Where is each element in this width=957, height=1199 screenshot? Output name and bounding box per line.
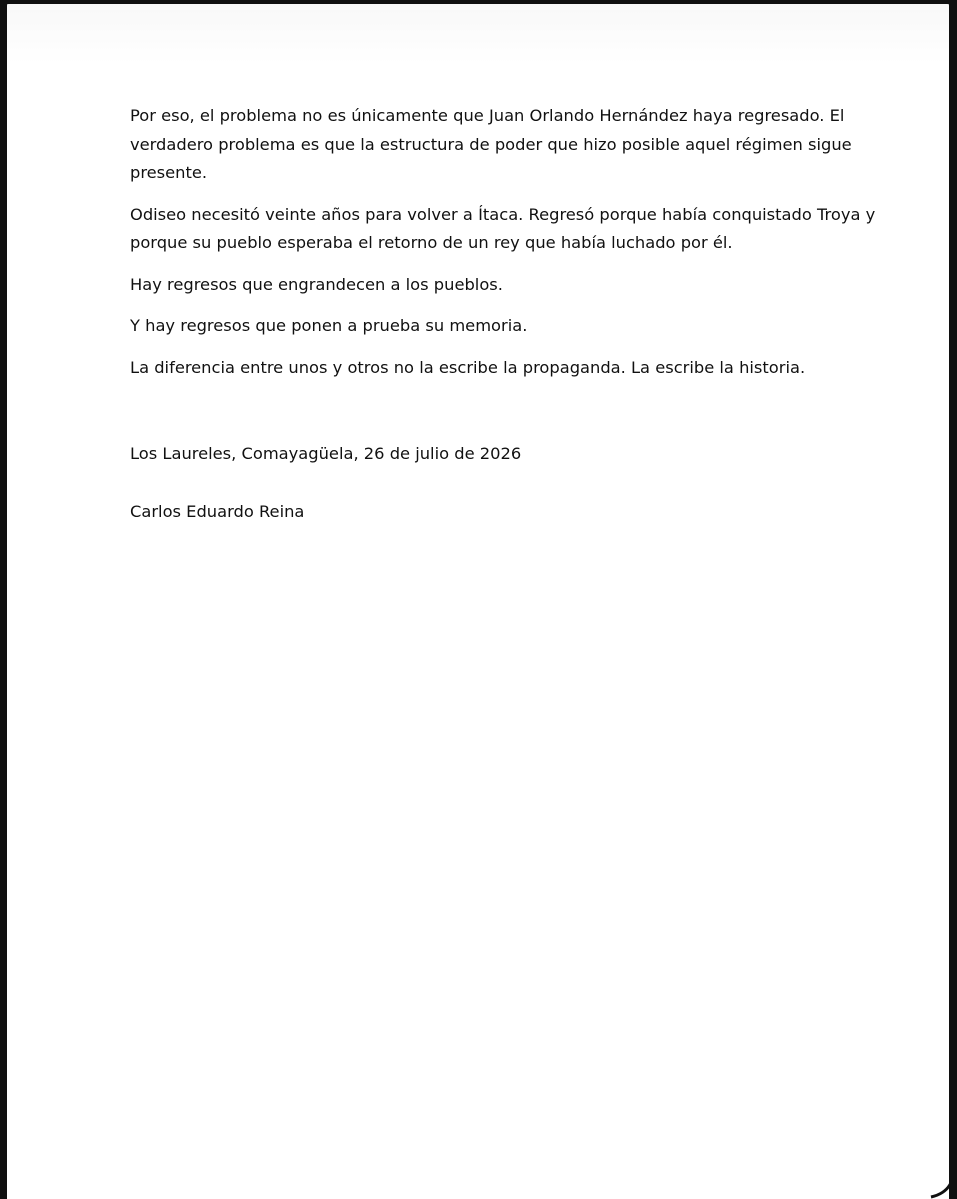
page-top-shade	[7, 4, 949, 64]
paragraph-2: Odiseo necesitó veinte años para volver a Ítaca. Regresó porque había conquistado Troya y porque su pueblo esperaba el retorno de un rey que había luchado por él.	[130, 204, 876, 252]
page-corner-curl-icon	[927, 1159, 957, 1199]
paragraph-3: Hay regresos que engrandecen a los pueblos.	[130, 274, 503, 294]
place-and-date: Los Laureles, Comayagüela, 26 de julio de 2026	[130, 444, 522, 463]
author-signature: Carlos Eduardo Reina	[130, 501, 305, 521]
paragraph-4: Y hay regresos que ponen a prueba su memoria.	[130, 316, 528, 335]
paragraph-5: La diferencia entre unos y otros no la escribe la propaganda. La escribe la historia.	[130, 357, 806, 377]
document-page	[7, 4, 949, 1199]
paragraph-1: Por eso, el problema no es únicamente que Juan Orlando Hernández haya regresado. El verdadero problema es que la estructura de poder que hizo posible aquel régimen sigue presente.	[130, 106, 852, 182]
document-body	[130, 102, 890, 526]
